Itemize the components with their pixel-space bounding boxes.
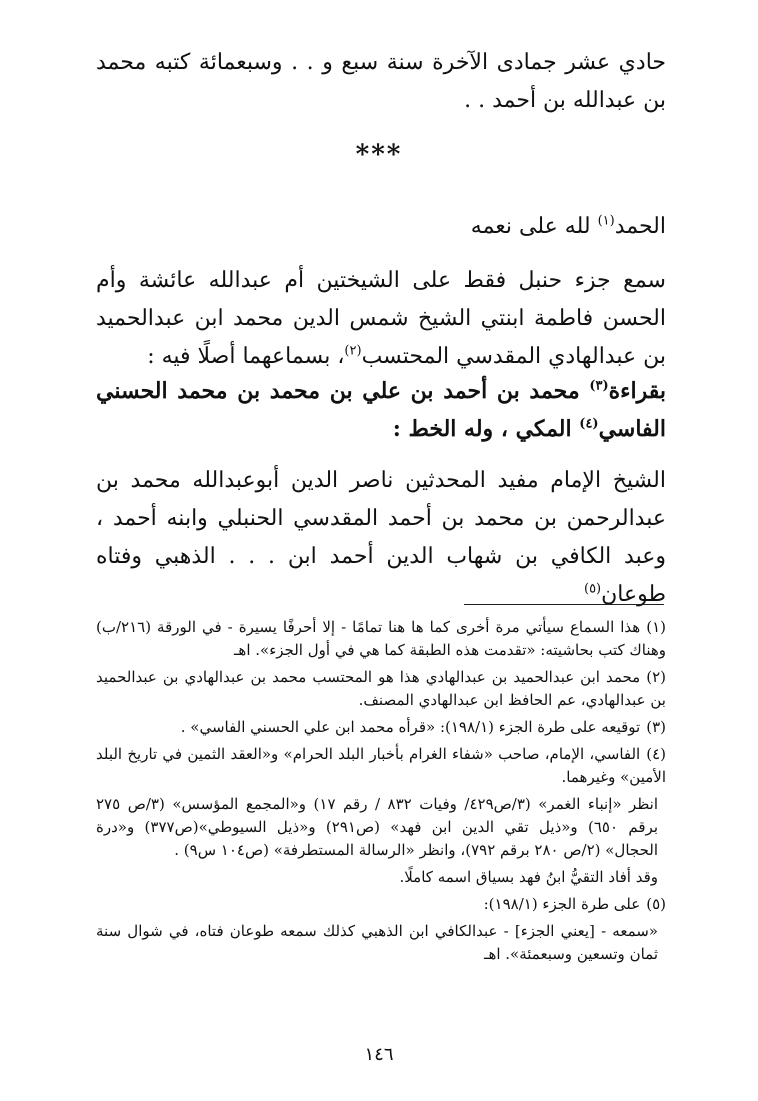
reader-text-part1: بقراءة <box>608 378 666 404</box>
footnote-text: وقد أفاد التقيُّ ابنُ فهد بسياق اسمه كاملًا. <box>399 868 658 886</box>
footnote-number: (٥) <box>646 895 666 913</box>
reader-text-part2: محمد بن أحمد بن علي بن محمد بن محمد الحسني الفاسي <box>96 378 666 442</box>
section-separator: *** <box>355 140 403 170</box>
footnote-text: الفاسي، الإمام، صاحب «شفاء الغرام بأخبار البلد الحرام» و«العقد الثمين في تاريخ البلد الأمين» وغيرهما. <box>96 745 666 786</box>
hamd-line <box>96 208 666 246</box>
footnotes <box>96 616 666 970</box>
footnote-ref-1: (١) <box>597 213 615 229</box>
hamd-before: الحمد <box>614 214 666 239</box>
sheikhs-text: الشيخ الإمام مفيد المحدثين ناصر الدين أبوعبدالله محمد بن عبدالرحمن بن محمد بن أحمد المقدسي الحنبلي وابنه أحمد ، وعبد الكافي بن شهاب الدين أحمد ابن . . . الذهبي وفتاه طوعان <box>96 468 666 607</box>
footnote-text: توقيعه على طرة الجزء (١٩٨/١): «قرأه محمد ابن علي الحسني الفاسي» . <box>180 718 641 736</box>
footnote-text: «سمعه - [يعني الجزء] - عبدالكافي ابن الذهبي كذلك سمعه طوعان فتاه، في شوال سنة ثمان وتسعين وسبعمئة». اهـ <box>96 922 658 963</box>
sama-text-part1: سمع جزء حنبل فقط على الشيختين أم عبدالله عائشة وأم الحسن فاطمة ابنتي الشيخ شمس الدين محمد ابن عبدالحميد بن عبدالهادي المقدسي المحتسب <box>96 268 666 369</box>
sama-paragraph <box>96 262 666 376</box>
footnote-ref-3: (٣) <box>589 378 609 394</box>
footnote-continuation <box>96 920 666 966</box>
footnote <box>96 666 666 712</box>
footnote-ref-5: (٥) <box>583 581 602 597</box>
footnote-continuation <box>96 793 666 862</box>
reader-text-part3: المكي ، وله الخط : <box>392 416 580 442</box>
opening-text: حادي عشر جمادى الآخرة سنة سبع و . . وسبعمائة كتبه محمد بن عبدالله بن أحمد . . <box>96 50 666 113</box>
sama-text-part2: ، بسماعهما أصلًا فيه : <box>147 344 345 369</box>
footnote-ref-2: (٢) <box>344 343 362 359</box>
opening-paragraph <box>96 44 666 120</box>
hamd-after: لله على نعمه <box>470 214 598 239</box>
footnote <box>96 893 666 916</box>
footnote-text: هذا السماع سيأتي مرة أخرى كما ها هنا تمامًا - إلا أحرفًا يسيرة - في الورقة (٢١٦/ب) وهناك كتب بحاشيته: «تقدمت هذه الطبقة كما هي في أول الجزء». اهـ <box>96 618 666 659</box>
footnote-number: (٤) <box>646 745 666 763</box>
footnote-divider <box>464 604 664 605</box>
footnote-continuation <box>96 866 666 889</box>
footnote-text: محمد ابن عبدالحميد بن عبدالهادي هذا هو المحتسب محمد بن عبدالهادي بن عبدالحميد بن عبدالهادي، عم الحافظ ابن عبدالهادي المصنف. <box>96 668 666 709</box>
footnote <box>96 743 666 789</box>
footnote-text: على طرة الجزء (١٩٨/١): <box>483 895 641 913</box>
sheikhs-paragraph <box>96 462 666 614</box>
footnote-ref-4: (٤) <box>579 416 599 432</box>
reader-paragraph <box>96 372 666 448</box>
page-number: ١٤٦ <box>364 1044 394 1065</box>
footnote-number: (١) <box>646 618 666 636</box>
footnote <box>96 616 666 662</box>
footnote-number: (٢) <box>646 668 666 686</box>
footnote-text: انظر «إنباء الغمر» (٣/ص٤٢٩/ وفيات ٨٣٢ / رقم ١٧) و«المجمع المؤسس» (٣/ص ٢٧٥ برقم ٦٥٠) و«ذيل تقي الدين ابن فهد» (ص٢٩١) و«ذيل السيوطي»(ص٣٧٧) و«درة الحجال» (٢/ص ٢٨٠ برقم ٧٩٢)، وانظر «الرسالة المستطرفة» (ص١٠٤ س٩) . <box>96 795 658 859</box>
footnote-number: (٣) <box>646 718 666 736</box>
footnote <box>96 716 666 739</box>
